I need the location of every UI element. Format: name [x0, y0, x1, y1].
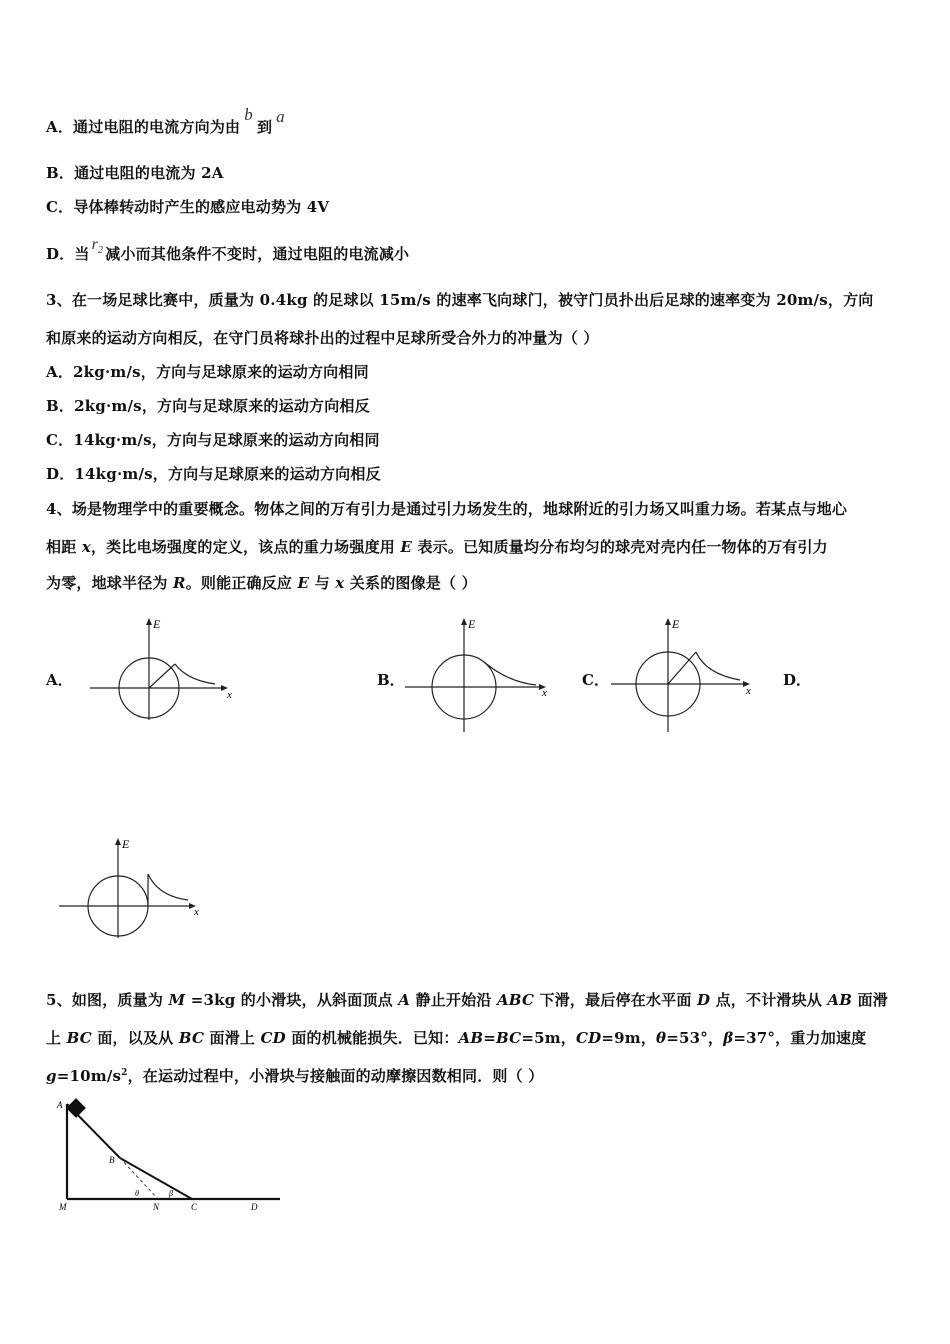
q5-var: BC — [496, 1029, 522, 1047]
q4-var-x: x — [81, 538, 91, 556]
q3-stem-line2: 和原来的运动方向相反，在守门员将球扑出的过程中足球所受合外力的冲量为（ ） — [46, 329, 599, 347]
axis-label-e: E — [122, 837, 130, 851]
q4-text: 。则能正确反应 — [185, 574, 298, 592]
q5-var: D — [696, 991, 711, 1009]
q5-text: ，在运动过程中，小滑块与接触面的动摩擦因数相同．则（ ） — [127, 1067, 544, 1085]
q5-var: CD — [576, 1029, 602, 1047]
axis-label-x: x — [194, 906, 199, 918]
q5-stem-line2 — [46, 1027, 866, 1048]
q2-option-d-prefix: D．当 — [46, 245, 90, 263]
decay-curve — [484, 662, 536, 685]
q5-text: = — [483, 1029, 497, 1047]
q4-text: 表示。已知质量均分布均匀的球壳对壳内任一物体的万有引力 — [412, 538, 828, 556]
axis-label-x: x — [746, 685, 751, 697]
q5-text: =10m/s — [56, 1067, 122, 1085]
q2-option-d-suffix: 减小而其他条件不变时，通过电阻的电流减小 — [105, 245, 410, 263]
label-b: B — [109, 1155, 115, 1165]
var-b: b — [244, 105, 253, 124]
q4-label-b: B． — [377, 671, 405, 689]
y-axis-arrow-icon — [115, 838, 121, 845]
q5-incline-figure — [52, 1096, 284, 1214]
q5-text: 上 — [46, 1029, 67, 1047]
q3-option-a: A．2kg·m/s，方向与足球原来的运动方向相同 — [46, 363, 369, 381]
q2-option-b: B．通过电阻的电流为 2A — [46, 164, 224, 182]
q5-text: 面滑上 — [204, 1029, 261, 1047]
q4-stem-line2 — [46, 536, 828, 557]
q5-text: 面滑 — [852, 991, 888, 1009]
y-axis-arrow-icon — [665, 618, 671, 625]
q4-text: 与 — [309, 574, 336, 592]
q5-var: ABC — [496, 991, 535, 1009]
q5-var: AB — [827, 991, 853, 1009]
q5-var: BC — [66, 1029, 92, 1047]
q4-graph-a — [85, 612, 245, 722]
linear-segment — [149, 664, 175, 688]
q4-var-e: E — [297, 574, 310, 592]
slider-block — [66, 1098, 86, 1118]
q4-text: ，类比电场强度的定义，该点的重力场强度用 — [90, 538, 401, 556]
axis-label-e: E — [468, 617, 476, 631]
q4-graph-c — [606, 612, 766, 737]
q5-var: BC — [178, 1029, 205, 1047]
q4-var-r: R — [173, 574, 186, 592]
q5-text: 下滑，最后停在水平面 — [534, 991, 697, 1009]
label-theta: θ — [135, 1189, 139, 1198]
q5-var: g — [46, 1067, 57, 1085]
decay-curve — [696, 652, 740, 680]
y-axis-arrow-icon — [146, 618, 152, 625]
q2-option-a — [46, 105, 285, 137]
q4-text: 为零，地球半径为 — [46, 574, 174, 592]
axis-label-e: E — [153, 617, 161, 631]
q4-label-a: A． — [46, 671, 73, 689]
label-c: C — [191, 1202, 198, 1212]
var-a: a — [276, 107, 285, 126]
var-r2 — [91, 236, 104, 257]
decay-curve — [148, 874, 188, 900]
q3-option-c: C．14kg·m/s，方向与足球原来的运动方向相同 — [46, 431, 380, 449]
var-r-sub: 2 — [98, 245, 104, 257]
label-a: A — [57, 1100, 63, 1110]
decay-curve — [175, 664, 215, 684]
var-r: r — [91, 236, 99, 253]
incline-bc — [120, 1158, 192, 1199]
q5-text: 静止开始沿 — [410, 991, 497, 1009]
q2-option-c: C．导体棒转动时产生的感应电动势为 4V — [46, 198, 330, 216]
q5-text: =53°， — [666, 1029, 724, 1047]
q5-superscript: 2 — [121, 1068, 128, 1078]
q4-text: 关系的图像是（ ） — [344, 574, 477, 592]
q2-option-a-mid: 到 — [256, 118, 273, 136]
label-m: M — [59, 1202, 67, 1212]
q4-stem-line1: 4、场是物理学中的重要概念。物体之间的万有引力是通过引力场发生的，地球附近的引力场又叫重力场。若某点与地心 — [46, 500, 848, 518]
axis-label-x: x — [542, 687, 547, 699]
q4-label-c: C． — [582, 671, 609, 689]
q5-var: A — [398, 991, 411, 1009]
q3-option-b: B．2kg·m/s，方向与足球原来的运动方向相反 — [46, 397, 370, 415]
q5-text: =9m， — [601, 1029, 657, 1047]
q5-var: θ — [656, 1029, 667, 1047]
q2-option-d — [46, 236, 410, 266]
q5-text: 点，不计滑块从 — [710, 991, 828, 1009]
q2-option-a-prefix: A．通过电阻的电流方向为由 — [46, 118, 241, 136]
q4-text: 相距 — [46, 538, 82, 556]
q4-label-d: D． — [783, 671, 812, 689]
q5-var: M — [168, 991, 186, 1009]
q4-graph-d — [56, 832, 216, 942]
linear-segment — [668, 652, 696, 684]
q5-text: 面的机械能损失．已知： — [285, 1029, 459, 1047]
q5-stem-line3 — [46, 1065, 543, 1086]
q4-var-e: E — [400, 538, 413, 556]
axis-label-x: x — [227, 689, 232, 701]
q5-var: AB — [458, 1029, 484, 1047]
q5-text: =3kg 的小滑块，从斜面顶点 — [185, 991, 399, 1009]
q5-var: CD — [260, 1029, 286, 1047]
axis-label-e: E — [672, 617, 680, 631]
q5-var: β — [723, 1029, 734, 1047]
label-beta: β — [169, 1189, 173, 1198]
label-n: N — [153, 1202, 160, 1212]
q3-stem-line1: 3、在一场足球比赛中，质量为 0.4kg 的足球以 15m/s 的速率飞向球门，被守门员扑出后足球的速率变为 20m/s，方向 — [46, 291, 874, 309]
q4-stem-line3 — [46, 572, 477, 593]
q5-text: 5、如图，质量为 — [46, 991, 169, 1009]
q5-text: =37°，重力加速度 — [733, 1029, 867, 1047]
dashed-extension — [120, 1158, 158, 1199]
q3-option-d: D．14kg·m/s，方向与足球原来的运动方向相反 — [46, 465, 381, 483]
label-d: D — [251, 1202, 258, 1212]
q5-text: =5m， — [521, 1029, 576, 1047]
q4-graph-b — [400, 612, 560, 737]
q5-stem-line1 — [46, 989, 888, 1010]
y-axis-arrow-icon — [461, 618, 467, 625]
q4-var-x: x — [335, 574, 345, 592]
q5-text: 面，以及从 — [91, 1029, 179, 1047]
